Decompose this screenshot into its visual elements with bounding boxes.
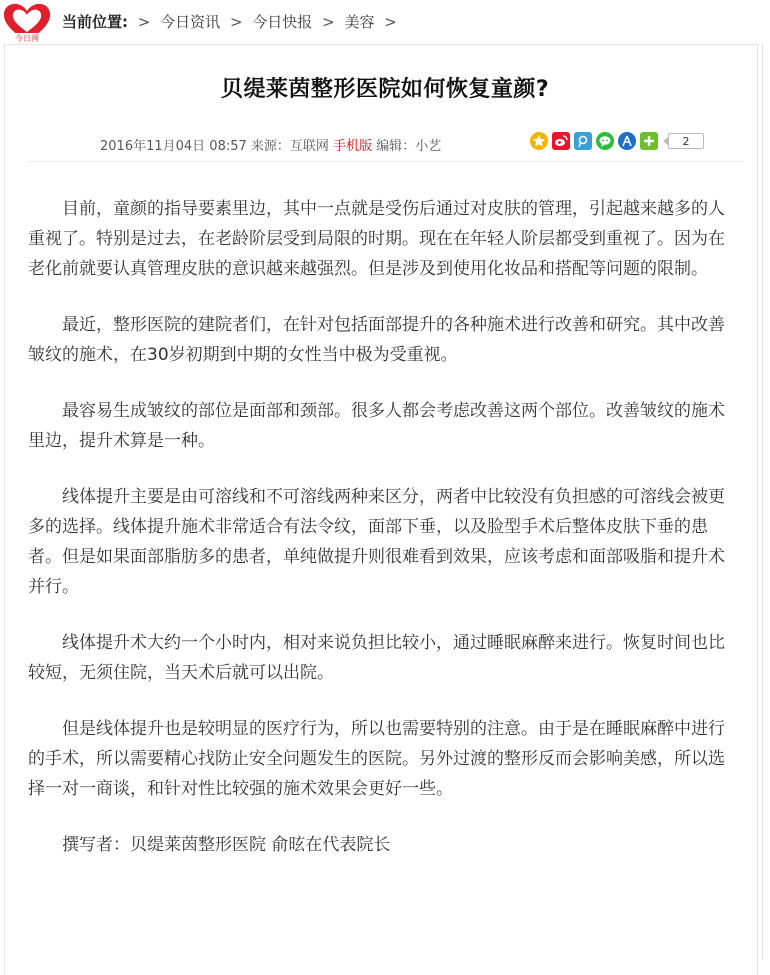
author-line: 撰写者：贝缇莱茵整形医院 俞昡在代表院长: [62, 835, 391, 855]
paragraph: 但是线体提升也是较明显的医疗行为，所以也需要特别的注意。由于是在睡眠麻醉中进行的手术，所以需要精心找防止安全问题发生的医院。另外过渡的整形反而会影响美感，所以选择一对一商谈，和针对性比较强的施术效果会更好一些。: [28, 719, 725, 799]
site-logo[interactable]: [2, 2, 52, 44]
paragraph: 最容易生成皱纹的部位是面部和颈部。很多人都会考虑改善这两个部位。改善皱纹的施术里边，提升术算是一种。: [28, 401, 725, 451]
renren-icon[interactable]: [618, 132, 636, 150]
location-label: 当前位置:: [62, 13, 128, 31]
paragraph: 线体提升主要是由可溶线和不可溶线两种来区分，两者中比较没有负担感的可溶线会被更多的选择。线体提升施术非常适合有法令纹，面部下垂，以及脸型手术后整体皮肤下垂的患者。但是如果面部脂肪多的患者，单纯做提升则很难看到效果，应该考虑和面部吸脂和提升术并行。: [28, 487, 725, 597]
breadcrumb-item-beauty[interactable]: 美容: [344, 13, 375, 31]
source-name: 互联网: [289, 139, 329, 154]
breadcrumb-separator: >: [384, 13, 397, 31]
article-meta: [100, 135, 441, 154]
top-bar: [0, 0, 770, 44]
breadcrumb-item-news[interactable]: 今日资讯: [160, 13, 221, 31]
article-title: 贝缇莱茵整形医院如何恢复童颜?: [220, 77, 550, 102]
tencent-weibo-icon[interactable]: [574, 132, 592, 150]
breadcrumb-separator: >: [137, 13, 151, 31]
paragraph: 最近，整形医院的建院者们，在针对包括面部提升的各种施术进行改善和研究。其中改善皱纹的施术，在30岁初期到中期的女性当中极为受重视。: [28, 315, 725, 365]
mobile-version-link[interactable]: 手机版: [333, 139, 373, 154]
weibo-icon[interactable]: [552, 132, 570, 150]
breadcrumb-separator: >: [229, 13, 243, 31]
editor-name: 小艺: [415, 139, 442, 154]
logo-text: 今日网: [15, 34, 39, 43]
share-bar: [530, 131, 704, 151]
breadcrumb-item-express[interactable]: 今日快报: [252, 13, 313, 31]
article-body: [28, 194, 734, 886]
wechat-icon[interactable]: [596, 132, 614, 150]
more-share-icon[interactable]: [640, 132, 658, 150]
right-sidebar-edge: [762, 44, 770, 960]
source-label: 来源：: [250, 139, 290, 154]
publish-datetime: 2016年11月04日 08:57: [100, 139, 247, 154]
editor-label: 编辑：: [376, 139, 416, 154]
breadcrumb: [62, 11, 402, 32]
qzone-icon[interactable]: [530, 132, 548, 150]
header-divider: [28, 161, 743, 162]
share-count-badge: 2: [668, 133, 704, 149]
breadcrumb-separator: >: [322, 13, 335, 31]
paragraph: 目前，童颜的指导要素里边，其中一点就是受伤后通过对皮肤的管理，引起越来越多的人重视了。特别是过去，在老龄阶层受到局限的时期。现在在年轻人阶层都受到重视了。因为在老化前就要认真管理皮肤的意识越来越强烈。但是涉及到使用化妆品和搭配等问题的限制。: [28, 199, 725, 279]
heart-logo-icon: [2, 2, 52, 44]
paragraph: 线体提升术大约一个小时内，相对来说负担比较小，通过睡眠麻醉来进行。恢复时间也比较短，无须住院，当天术后就可以出院。: [28, 633, 725, 683]
